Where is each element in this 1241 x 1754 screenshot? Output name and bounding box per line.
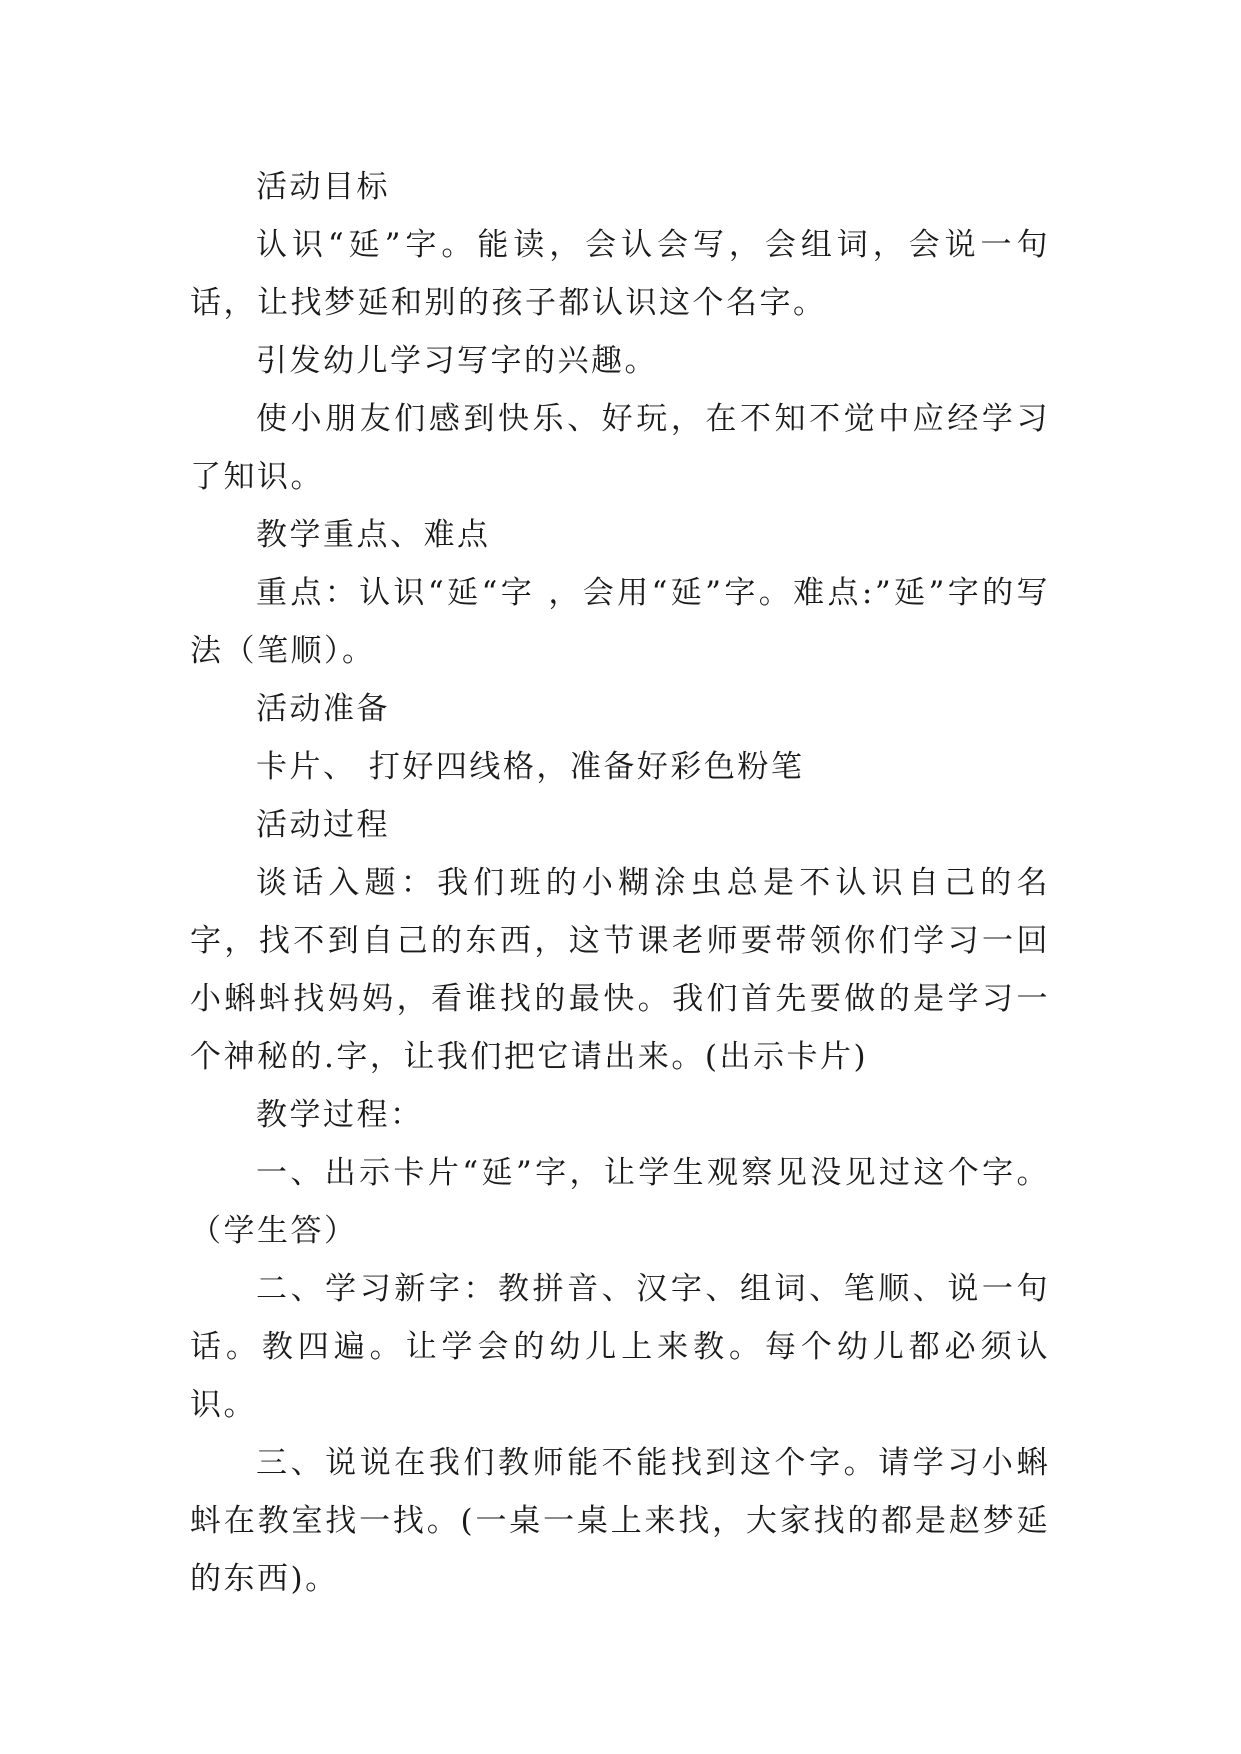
section-heading-activity-goals: 活动目标 (256, 169, 390, 205)
paragraph-step-one: 一、出示卡片“延”字，让学生观察见没见过这个字。（学生答） (190, 1155, 1050, 1249)
section-heading-preparation: 活动准备 (256, 691, 390, 727)
paragraph-introduction: 谈话入题：我们班的小糊涂虫总是不认识自己的名字，找不到自己的东西，这节课老师要带领你们学习一回小蝌蚪找妈妈，看谁找的最快。我们首先要做的是学习一个神秘的.字，让我们把它请出来。(出示卡片) (190, 865, 1050, 1075)
section-heading-process: 活动过程 (256, 807, 390, 843)
paragraph-key-points: 重点：认识“延“字 ，会用“延”字。难点:”延”字的写法（笔顺）。 (190, 575, 1050, 669)
paragraph-step-two: 二、学习新字：教拼音、汉字、组词、笔顺、说一句话。教四遍。让学会的幼儿上来教。每个幼儿都必须认识。 (190, 1271, 1050, 1423)
document-body (190, 158, 1050, 1608)
paragraph-step-three: 三、说说在我们教师能不能找到这个字。请学习小蝌蚪在教室找一找。(一桌一桌上来找，大家找的都是赵梦延的东西)。 (190, 1445, 1050, 1597)
section-heading-key-points: 教学重点、难点 (256, 517, 491, 553)
paragraph-goal-recognize: 认识“延”字。能读，会认会写，会组词，会说一句话，让找梦延和别的孩子都认识这个名字。 (190, 227, 1050, 321)
paragraph-goal-interest: 引发幼儿学习写字的兴趣。 (256, 343, 658, 379)
paragraph-goal-fun: 使小朋友们感到快乐、好玩，在不知不觉中应经学习了知识。 (190, 401, 1050, 495)
section-heading-teaching-process: 教学过程： (256, 1097, 424, 1133)
paragraph-preparation: 卡片、 打好四线格，准备好彩色粉笔 (256, 749, 805, 785)
